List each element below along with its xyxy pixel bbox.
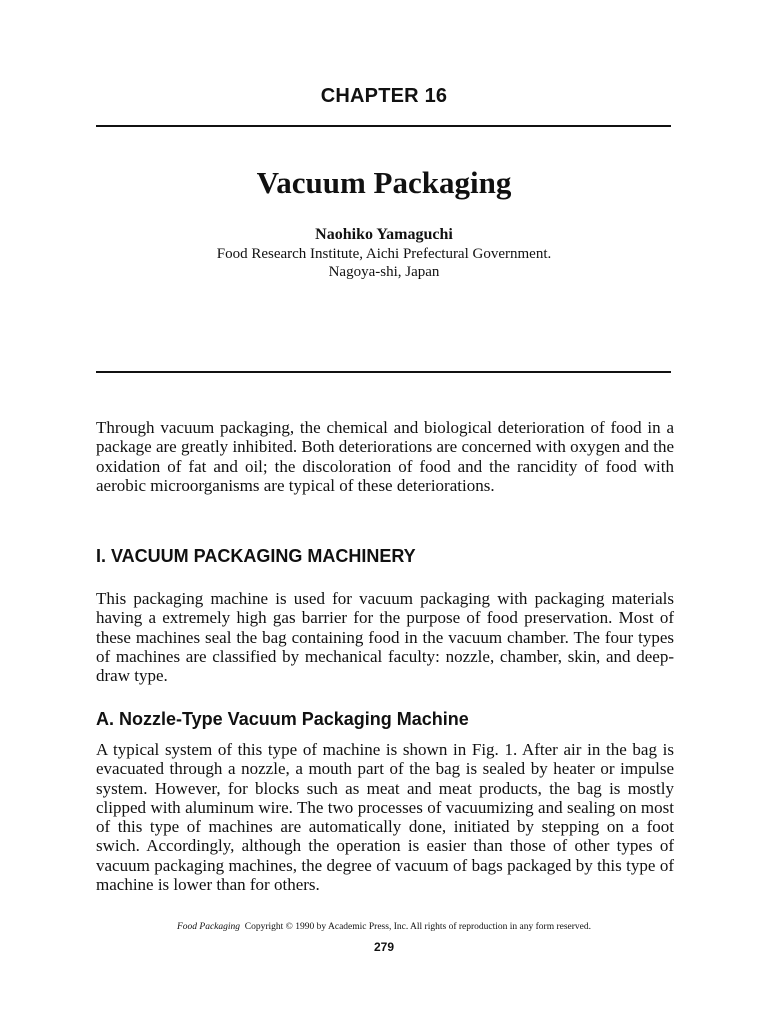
subsection-paragraph-nozzle: A typical system of this type of machine is shown in Fig. 1. After air in the bag is evacuated through a nozzle, a mouth part of the bag is sealed by heater or impulse system. However, for blocks such as meat and meat products, the bag is mostly clipped with aluminum wire. The two processes of vacuumizing and sealing on most of this type of machines are automatically done, initiated by stepping on a foot swich. Accordingly, although the operation is easier than those of other types of vacuum packaging machines, the degree of vacuum of bags packaged by this type of machine is lower than for others. — [96, 740, 674, 895]
section-heading-machinery: I. VACUUM PACKAGING MACHINERY — [96, 546, 416, 566]
page-number: 279 — [373, 940, 395, 954]
footer-journal-name: Food Packaging — [176, 922, 241, 932]
author-affiliation-line1: Food Research Institute, Aichi Prefectural Government. — [216, 246, 552, 262]
subsection-heading-nozzle: A. Nozzle-Type Vacuum Packaging Machine — [96, 709, 469, 729]
chapter-title: Vacuum Packaging — [256, 165, 512, 200]
author-name: Naohiko Yamaguchi — [315, 226, 453, 243]
copyright-footer — [0, 922, 768, 932]
bottom-rule-divider — [96, 371, 671, 373]
intro-paragraph: Through vacuum packaging, the chemical and biological deterioration of food in a package are greatly inhibited. Both deteriorations are concerned with oxygen and the oxidation of fat and oil; the discoloration of food and the rancidity of food with aerobic microorganisms are typical of these deteriorations. — [96, 418, 674, 495]
chapter-label: CHAPTER 16 — [320, 85, 448, 107]
footer-copyright-text: Copyright © 1990 by Academic Press, Inc. All rights of reproduction in any form reserved. — [244, 922, 592, 932]
author-affiliation-line2: Nagoya-shi, Japan — [328, 264, 440, 280]
section-paragraph-machinery: This packaging machine is used for vacuum packaging with packaging materials having a extremely high gas barrier for the purpose of food preservation. Most of these machines seal the bag containing food in the vacuum chamber. The four types of machines are classified by mechanical faculty: nozzle, chamber, skin, and deep-draw type. — [96, 589, 674, 686]
top-rule-divider — [96, 125, 671, 127]
